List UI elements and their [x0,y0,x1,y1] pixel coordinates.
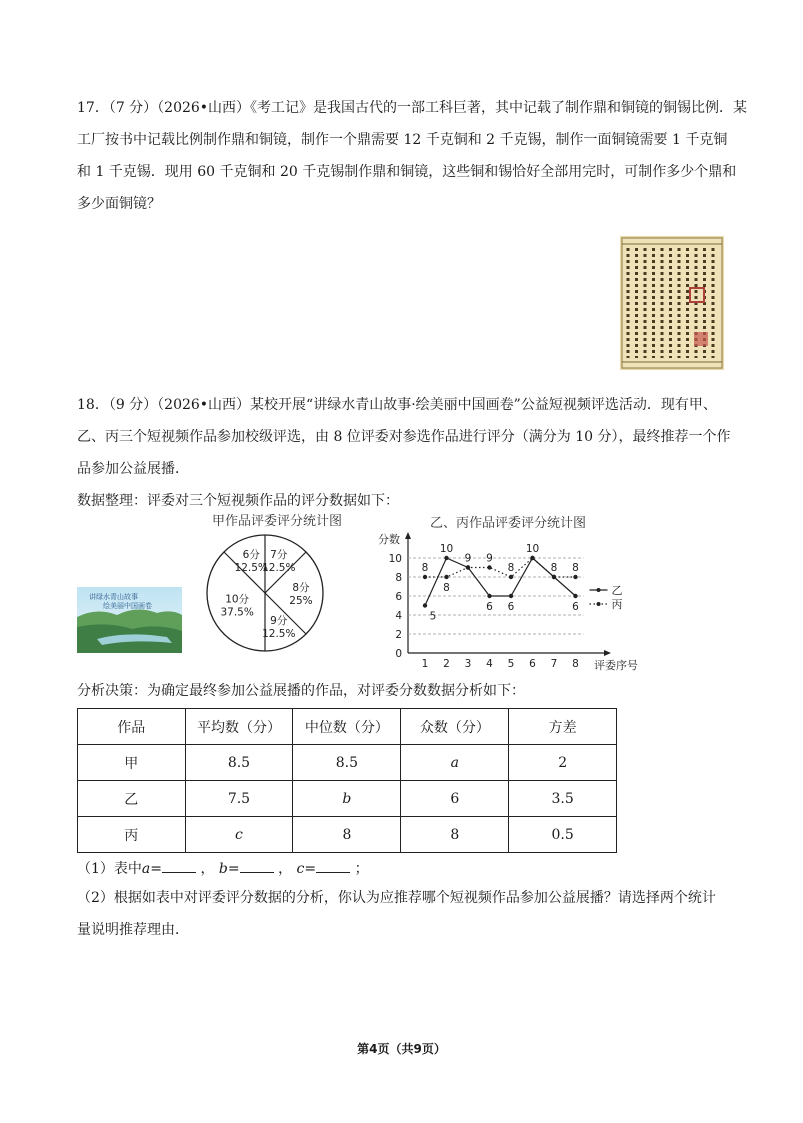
y-tick-label: 8 [395,572,402,584]
separator: ， [278,861,293,877]
sub-question-2 [77,882,737,946]
y-tick-label: 4 [395,610,402,622]
sub2-line: 量说明推荐理由． [77,922,189,938]
legend-marker [597,588,601,592]
page-footer: 第4页（共9页） [357,1042,446,1056]
photo-caption-line: 绘美丽中国画卷 [103,602,152,610]
pie-slice-label: 6分 [242,548,260,561]
legend-label: 乙 [611,584,623,597]
line-chart [370,525,650,675]
q17-line: 工厂按书中记载比例制作鼎和铜镜，制作一个鼎需要 12 千克铜和 2 千克锡，制作一面铜镜需要 1 千克铜 [77,132,728,148]
y-tick-label: 0 [395,648,402,660]
data-intro: 数据整理：评委对三个短视频作品的评分数据如下： [77,493,399,509]
pie-slice-label: 9分 [270,615,288,628]
table-header-cell: 平均数（分） [185,709,293,745]
data-point [573,575,577,579]
sub1-prefix: （1）表中 [77,861,142,877]
data-label: 8 [443,582,450,594]
end-mark: ； [354,861,369,877]
data-point [487,594,491,598]
table-cell: 7.5 [185,781,293,817]
equals-sign: = [304,861,317,877]
data-label: 10 [439,543,454,555]
legend-label: 丙 [611,598,623,611]
table-row [78,745,617,781]
data-label: 9 [486,552,493,565]
var-b: b [218,861,228,877]
pie-slice-label: 10分 [225,593,250,606]
line-chart-title: 乙、丙作品评委评分统计图 [430,516,587,531]
sub2-line: （2）根据如表中对评委评分数据的分析，你认为应推荐哪个短视频作品参加公益展播？请选择两个统计 [77,890,716,906]
data-point [423,603,427,607]
pie-chart-title: 甲作品评委评分统计图 [212,514,343,529]
data-label: 8 [550,562,558,574]
x-tick-label: 5 [507,658,515,670]
x-tick-label: 4 [486,658,493,670]
table-cell: 6 [401,781,509,817]
table-cell: a [401,745,509,781]
table-cell: 8 [293,817,401,853]
data-label: 9 [464,552,472,565]
data-label: 6 [507,601,515,613]
table-cell: 8.5 [293,745,401,781]
pie-slice-percent: 12.5% [234,561,268,574]
data-point [509,575,513,579]
data-point [552,575,556,579]
pie-slice-percent: 12.5% [262,628,296,641]
answer-blank-a[interactable] [162,858,196,873]
kaogongji-book-image [620,236,724,370]
table-cell: b [293,781,401,817]
question-18 [77,389,737,517]
x-tick-label: 7 [550,658,558,670]
x-tick-label: 8 [572,658,579,670]
x-tick-label: 2 [443,658,450,670]
data-label: 10 [525,543,540,555]
table-cell: 丙 [78,817,186,853]
separator: ， [200,861,215,877]
table-header-cell: 中位数（分） [293,709,401,745]
pie-slice-percent: 12.5% [262,561,296,574]
x-tick-label: 3 [464,658,472,670]
table-header-cell: 作品 [78,709,186,745]
equals-sign: = [227,861,240,877]
data-point [444,575,448,579]
question-17 [77,92,748,220]
x-tick-label: 6 [529,658,536,670]
data-point [444,556,448,560]
answer-blank-b[interactable] [240,858,274,873]
table-header-cell: 方差 [509,709,617,745]
equals-sign: = [150,861,163,877]
analysis-intro: 分析决策：为确定最终参加公益展播的作品，对评委分数数据分析如下： [77,683,525,699]
data-label: 6 [486,601,493,613]
table-cell: 0.5 [509,817,617,853]
q18-line: 18．（9 分）（2026•山西）某校开展“讲绿水青山故事·绘美丽中国画卷”公益短视频评选活动．现有甲、 [77,397,717,413]
q17-line: 多少面铜镜？ [77,196,161,212]
x-axis-label: 评委序号 [594,659,638,672]
y-tick-label: 6 [395,591,402,603]
table-row [78,781,617,817]
q17-line: 和 1 千克锡．现用 60 千克铜和 20 千克锡制作鼎和铜镜，这些铜和锡恰好全部用完时，可制作多少个鼎和 [77,164,737,180]
photo-caption-line: 讲绿水青山故事 [89,593,138,601]
landscape-photo [77,587,182,653]
var-a: a [141,861,151,877]
legend-marker [597,602,601,606]
data-point [573,594,577,598]
pie-slice-percent: 25% [289,595,313,607]
y-axis-label: 分数 [378,533,400,546]
table-cell: 3.5 [509,781,617,817]
table-cell: c [185,817,293,853]
data-point [423,575,427,579]
x-axis-arrow [604,650,611,656]
table-cell: 8 [401,817,509,853]
answer-blank-c[interactable] [316,858,350,873]
y-tick-label: 2 [395,629,402,641]
q17-line: 17．（7 分）（2026•山西）《考工记》是我国古代的一部工科巨著，其中记载了制作鼎和铜镜的铜锡比例．某 [77,100,748,116]
data-label: 5 [429,610,437,623]
pie-chart [200,530,350,660]
y-tick-label: 10 [388,553,402,565]
table-cell: 8.5 [185,745,293,781]
pie-slice-label: 8分 [292,582,310,594]
sub-question-1 [77,858,369,878]
data-label: 8 [421,562,429,574]
pie-slice-label: 7分 [270,548,288,561]
y-axis-arrow [405,532,411,539]
var-c: c [296,861,305,877]
q18-line: 品参加公益展播． [77,461,189,477]
data-point [509,594,513,598]
data-label: 8 [507,562,515,574]
data-label: 6 [572,601,579,613]
table-row [78,817,617,853]
table-cell: 乙 [78,781,186,817]
data-point [487,565,491,569]
data-label: 8 [572,562,579,574]
table-cell: 2 [509,745,617,781]
stats-table [77,708,617,853]
table-cell: 甲 [78,745,186,781]
data-point [466,565,470,569]
x-tick-label: 1 [421,658,429,670]
q18-line: 乙、丙三个短视频作品参加校级评选，由 8 位评委对参选作品进行评分（满分为 10 分），最终推荐一个作 [77,429,731,445]
table-header-cell: 众数（分） [401,709,509,745]
pie-slice-percent: 37.5% [220,606,254,619]
table-header-row [78,709,617,745]
data-point [530,556,534,560]
